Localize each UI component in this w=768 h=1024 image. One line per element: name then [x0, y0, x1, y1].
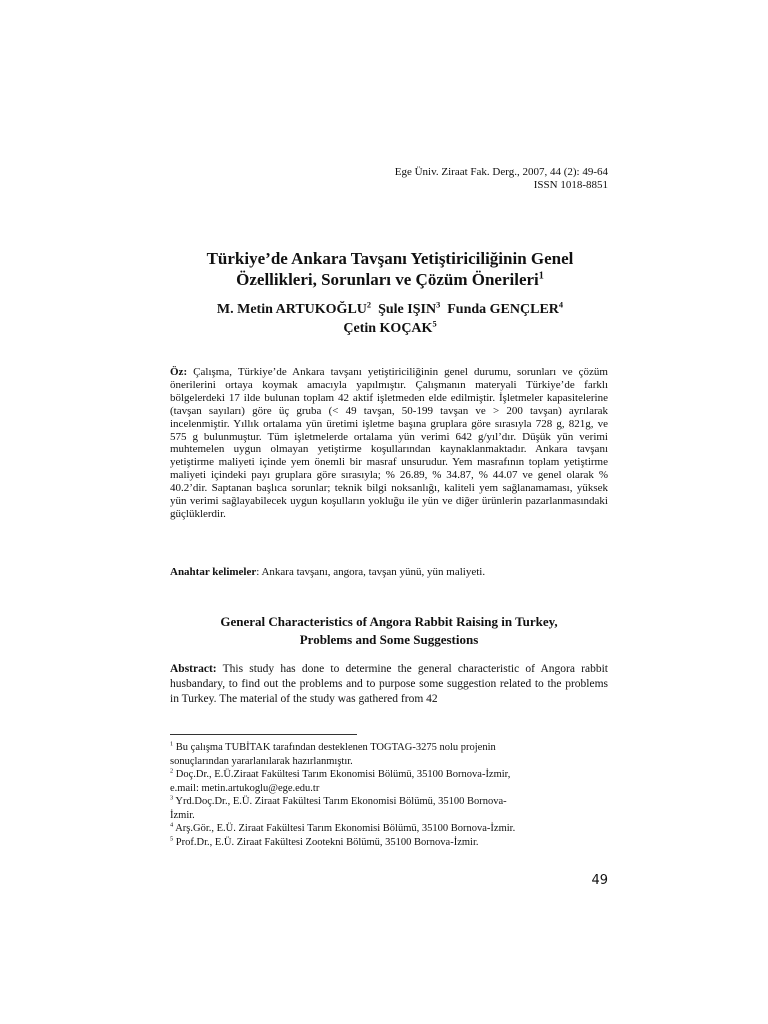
footnotes	[170, 741, 608, 849]
journal-header	[300, 166, 608, 192]
footnote: $^3$ Yrd.Doç.Dr., E.Ü. Ziraat Fakültesi Tarım Ekonomisi Bölümü, 35100 Bornova- İzmir.	[170, 794, 507, 821]
paper-title	[160, 248, 620, 290]
author-footnote-ref: 5	[432, 319, 437, 329]
journal-citation: Ege Üniv. Ziraat Fak. Derg., 2007, 44 (2): 49-64	[394, 166, 608, 178]
author-footnote-ref: 2	[366, 300, 372, 310]
footnote: $^4$ Arş.Gör., E.Ü. Ziraat Fakültesi Tarım Ekonomisi Bölümü, 35100 Bornova-İzmir.	[170, 821, 516, 834]
footnote: $^1$ Bu çalışma TUBİTAK tarafından desteklenen TOGTAG-3275 nolu projenin sonuçlarından yararlanılarak hazırlanmıştır.	[170, 740, 496, 767]
abstract-text: This study has done to determine the general characteristic of Angora rabbit husbandary, to find out the problems and to purpose some suggestion related to the problems in Turkey. The material of the study was gathered from 42	[170, 663, 608, 705]
abstract-label: Abstract:	[170, 663, 217, 675]
oz-text: Çalışma, Türkiye’de Ankara tavşanı yetiştiriciliğinin genel durumu, sorunları ve çözüm önerilerini ortaya koymak amacıyla yapılmıştır. Çalışmanın materyali Türkiye’de farklı bölgelerdeki 17 ilde bulunan toplam 42 aktif işletmeden elde edilmiştir. İşletmeler kapasitelerine (tavşan sayıları) göre üç gruba (< 49 tavşan, 50-199 tavşan ve > 200 tavşan) ayrılarak incelenmiştir. Yıllık ortalama yün üretimi işletme başına gruplara göre sırasıyla 728 g, 821g, ve 575 g bulunmuştur. Tüm işletmelerde ortalama yün verimi 642 g/yıl’dır. Düşük yün verimi muhtemelen uygun olmayan yetiştirme koşullarından kaynaklanmaktadır. Ankara tavşanı yetiştirme maliyeti içinde yem önemli bir masraf unsurudur. Yem masrafının toplam yetiştirme maliyeti içindeki payı gruplara göre sırasıyla; % 26.89, % 34.87, % 44.07 ve genel olarak % 40.2’dir. Saptanan başlıca sorunlar; teknik bilgi noksanlığı, kaliteli yem sağlanamaması, yüksek yün verimi sağlayabilecek uygun koşulların yokluğu ile yün ve diğer ürünlerin pazarlanmasındaki güçlüklerdir.	[170, 366, 608, 520]
english-title	[160, 613, 618, 649]
footnote: $^2$ Doç.Dr., E.Ü.Ziraat Fakültesi Tarım Ekonomisi Bölümü, 35100 Bornova-İzmir, e.mail: metin.artukoglu@ege.edu.tr	[170, 768, 608, 795]
english-title-line-2: Problems and Some Suggestions	[299, 632, 479, 647]
english-title-line-1: General Characteristics of Angora Rabbit Raising in Turkey,	[220, 614, 558, 629]
author-line-2	[160, 319, 620, 338]
oz-label: Öz:	[170, 366, 188, 378]
footnote: $^5$ Prof.Dr., E.Ü. Ziraat Fakültesi Zootekni Bölümü, 35100 Bornova-İzmir.	[170, 835, 479, 848]
author-name: Çetin KOÇAK	[343, 321, 433, 336]
keywords	[170, 566, 608, 579]
author-name: Şule IŞIN	[378, 302, 437, 317]
author-name: M. Metin ARTUKOĞLU	[216, 302, 367, 317]
author-list	[160, 300, 620, 338]
author-footnote-ref: 4	[558, 300, 564, 310]
keywords-text: : Ankara tavşanı, angora, tavşan yünü, yün maliyeti.	[256, 566, 486, 578]
author-line-1	[160, 300, 620, 319]
page-number: 49	[591, 873, 608, 888]
footnote-number: 4	[170, 821, 174, 829]
keywords-label: Anahtar kelimeler	[170, 566, 257, 578]
turkish-abstract	[170, 366, 608, 521]
footnote-divider	[170, 734, 357, 735]
footnote-number: 5	[170, 835, 174, 842]
issn: ISSN 1018-8851	[533, 179, 608, 191]
email-link[interactable]: e.mail: metin.artukoglu@ege.edu.tr	[170, 782, 320, 794]
english-abstract	[170, 662, 608, 707]
author-name: Funda GENÇLER	[447, 302, 559, 317]
title-footnote-ref: 1	[538, 270, 544, 282]
title-line-2: Özellikleri, Sorunları ve Çözüm Önerileri$^1$	[236, 270, 544, 289]
author-footnote-ref: 3	[436, 300, 441, 310]
footnote-number: 1	[170, 740, 174, 748]
footnote-number: 2	[170, 767, 174, 775]
footnote-number: 3	[170, 794, 174, 802]
title-line-1: Türkiye’de Ankara Tavşanı Yetiştiriciliğinin Genel	[206, 249, 574, 268]
